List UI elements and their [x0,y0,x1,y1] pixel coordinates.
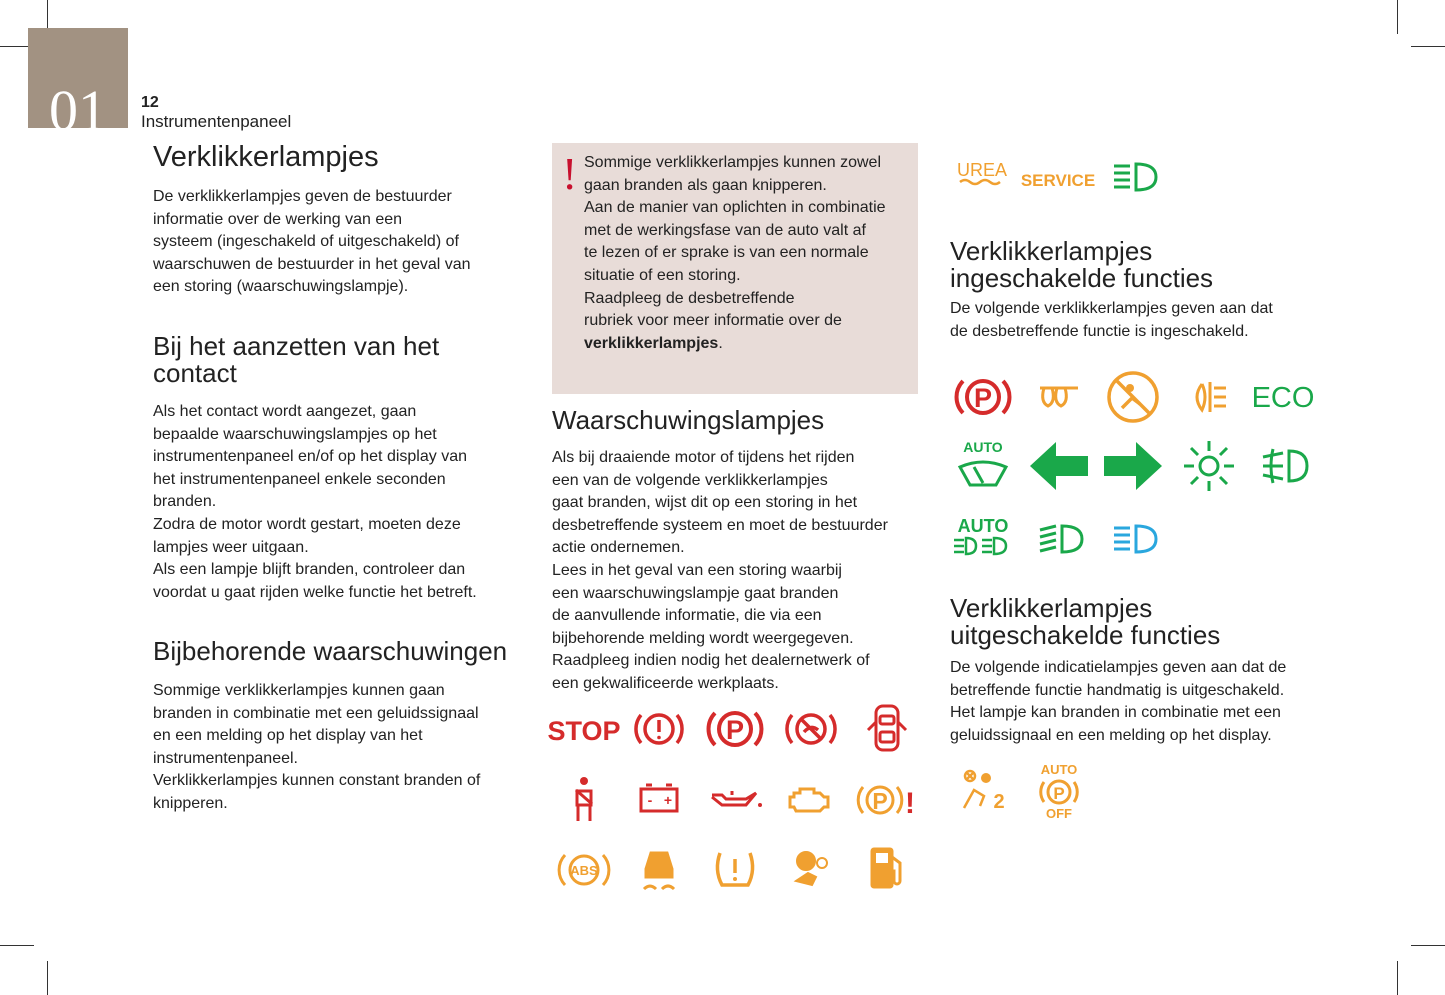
auto-parking-brake-off-icon [1028,762,1090,820]
urea-icon [952,148,1014,206]
service-icon [1020,148,1096,206]
enabled-functions-heading: Verklikkerlampjes ingeschakelde functies [950,236,1214,293]
crop-mark [1411,46,1445,47]
svg-text:ECO: ECO [1251,382,1315,414]
dipped-beam-icon [1028,510,1090,568]
door-open-icon [856,700,918,758]
fuel-level-icon [856,841,918,899]
svg-text:UREA: UREA [956,160,1008,180]
preheating-icon [1028,368,1090,426]
crop-mark [1411,945,1445,946]
associated-warnings-paragraph: Sommige verklikkerlampjes kunnen gaan branden in combinatie met een geluidssignaal en een melding op het display van het instrumentenpaneel. Verklikkerlampjes kunnen constant branden of knipperen. [153,682,481,812]
svg-text:SERVICE: SERVICE [1020,171,1096,190]
electric-parking-brake-icon [952,368,1014,426]
svg-text:AUTO: AUTO [963,439,1003,455]
auto-headlights-icon [952,510,1014,568]
seatbelt-crossed-icon [780,700,842,758]
front-fog-lamp-icon [1253,437,1315,495]
svg-text:AUTO: AUTO [957,516,1009,536]
enabled-functions-paragraph: De volgende verklikkerlampjes geven aan dat de desbetreffende functie is ingeschakeld. [950,300,1273,340]
svg-text:ABS: ABS [570,863,598,878]
right-indicator-icon [1102,437,1164,495]
crop-mark [1397,0,1398,34]
svg-text:P: P [725,715,745,745]
svg-text:OFF: OFF [1046,806,1072,821]
svg-text:+: + [663,792,673,808]
svg-text:P: P [1053,784,1065,803]
abs-icon [553,841,615,899]
parking-brake-icon [704,700,766,758]
chapter-number: 01 [49,78,107,143]
side-lights-icon [1178,437,1240,495]
passenger-airbag-off-icon [1102,368,1164,426]
crop-mark [47,961,48,995]
svg-text:STOP: STOP [547,716,621,746]
svg-text:2: 2 [993,791,1005,813]
high-beam-green-icon [1102,148,1164,206]
exclamation-icon: ! [562,148,578,199]
brake-warning-icon [628,700,690,758]
crop-mark [1397,961,1398,995]
associated-warnings-heading: Bijbehorende waarschuwingen [153,636,508,666]
intro-paragraph: De verklikkerlampjes geven de bestuurder informatie over de werking van een systeem (ingeschakeld of uitgeschakeld) of waarschuwen de bestuurder in het geval van een storing (waarschuwingslampje). [153,188,471,296]
svg-text:-: - [647,792,653,808]
svg-text:!: ! [905,787,915,820]
engine-check-icon [780,771,842,829]
stability-control-icon [628,841,690,899]
svg-text:P: P [872,788,888,814]
page-title: Verklikkerlampjes [153,141,379,173]
oil-pressure-icon [704,771,766,829]
left-indicator-icon [1028,437,1090,495]
notice-bold-term: verklikkerlampjes [584,334,719,352]
svg-text:AUTO: AUTO [1040,762,1078,777]
crop-mark [0,945,34,946]
airbag-icon [780,841,842,899]
airbag-deactivated-icon [952,762,1014,820]
main-beam-icon [1102,510,1164,568]
page-number: 12 [141,94,159,111]
stop-icon [547,700,621,758]
tyre-pressure-icon [704,841,766,899]
warning-lights-heading: Waarschuwingslampjes [552,405,825,435]
section-title: Instrumentenpaneel [141,112,292,131]
notice-box [552,143,918,394]
disabled-functions-paragraph: De volgende indicatielampjes geven aan dat de betreffende functie handmatig is uitgeschakeld. Het lampje kan branden in combinatie met een geluidssignaal en een melding op het display. [950,659,1287,744]
seatbelt-icon [553,771,615,829]
rear-fog-lamp-icon [1180,368,1242,426]
warning-lights-paragraph: Als bij draaiende motor of tijdens het rijden een van de volgende verklikkerlampjes gaat branden, wijst dit op een storing in het desbetreffende systeem en moet de bestuurder actie ondernemen. Lees in het geval van een storing waarbij een waarschuwingslampje gaat branden de aanvullende informatie, die via een bijbehorende melding wordt weergegeven. Raadpleeg indien nodig het dealernetwerk of een gekwalificeerde werkplaats. [552,449,888,692]
eco-mode-icon [1253,368,1315,426]
contact-heading: Bij het aanzetten van het contact [153,331,440,388]
svg-text:P: P [973,383,993,413]
battery-icon [628,771,690,829]
chapter-badge [28,28,128,143]
contact-paragraph: Als het contact wordt aangezet, gaan bepaalde waarschuwingslampjes op het instrumentenpaneel en/of op het display van het instrumentenpaneel enkele seconden branden. Zodra de motor wordt gestart, moeten deze lampjes weer uitgaan. Als een lampje blijft branden, controleer dan voordat u gaat rijden welke functie het betreft. [153,403,477,601]
parking-brake-fault-icon [856,771,918,829]
auto-wipe-icon [952,437,1014,495]
disabled-functions-heading: Verklikkerlampjes uitgeschakelde functies [950,593,1221,650]
notice-text: Sommige verklikkerlampjes kunnen zowel gaan branden als gaan knipperen. Aan de manier van oplichten in combinatie met de werkingsfase van de auto valt af te lezen of er sprake is van een normale situatie of een storing. Raadpleeg de desbetreffende rubriek voor meer informatie over de verklikkerlampjes. [584,154,886,352]
